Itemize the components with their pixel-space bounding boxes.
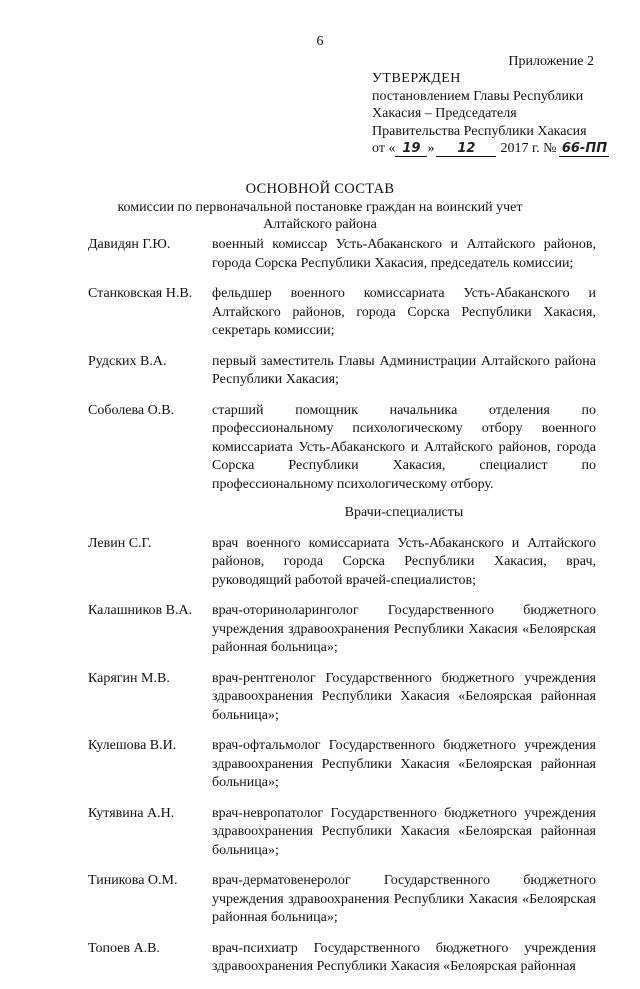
specialist-entry (88, 737, 596, 793)
specialist-entry (88, 535, 596, 591)
date-prefix: от « (372, 141, 396, 156)
document-title-block (0, 181, 640, 234)
specialist-role: врач военного комиссариата Усть-Абаканского и Алтайского районов, города Сорска Республики Хакасия, врач, руководящий работой врачей-специалистов; (212, 535, 596, 588)
specialist-entry (88, 872, 596, 928)
appendix-label: Приложение 2 (508, 54, 594, 69)
specialist-entry (88, 940, 596, 977)
document-title: ОСНОВНОЙ СОСТАВ (245, 181, 395, 197)
member-role: первый заместитель Главы Администрации Алтайского района Республики Хакасия; (212, 353, 596, 387)
member-role: старший помощник начальника отделения по профессиональному психологическому отбору военного комиссариата Усть-Абаканского и Алтайского районов, города Сорска Республики Хакасия, специалист по профессиональному психологическому отбору. (212, 402, 596, 492)
specialist-name: Кулешова В.И. (88, 738, 177, 753)
commission-roster (88, 236, 596, 989)
specialist-role: врач-дерматовенеролог Государственного бюджетного учреждения здравоохранения Республики Хакасия «Белоярская районная больница»; (212, 873, 596, 925)
specialist-role: врач-офтальмолог Государственного бюджетного учреждения здравоохранения Республики Хакасия «Белоярская районная больница»; (212, 738, 596, 790)
member-entry (88, 236, 596, 273)
document-subtitle: Алтайского района (263, 217, 377, 232)
date-close-quote: » (427, 141, 435, 156)
specialist-name: Топоев А.В. (88, 940, 160, 956)
page-number: 6 (316, 34, 324, 49)
member-entry (88, 285, 596, 341)
member-name: Соболева О.В. (88, 402, 175, 418)
specialist-name: Тиникова О.М. (88, 873, 178, 888)
handwritten-month: 12 (436, 142, 496, 157)
specialist-name: Кутявина А.Н. (88, 805, 175, 821)
specialist-entry (88, 602, 596, 658)
specialist-role: врач-психиатр Государственного бюджетного учреждения здравоохранения Республики Хакасия «Белоярская районная (212, 940, 596, 974)
member-role: военный комиссар Усть-Абаканского и Алтайского районов, города Сорска Республики Хакасия, председатель комиссии; (212, 237, 596, 271)
approval-line: постановлением Главы Республики (372, 88, 584, 104)
specialist-role: врач-рентгенолог Государственного бюджетного учреждения здравоохранения Республики Хакасия «Белоярская районная больница»; (212, 670, 596, 723)
approval-date-line (372, 140, 622, 158)
specialist-name: Калашников В.А. (88, 603, 193, 618)
handwritten-number: 66-ПП (559, 142, 609, 157)
document-subtitle: комиссии по первоначальной постановке граждан на воинский учет (117, 199, 523, 215)
specialist-role: врач-оториноларинголог Государственного бюджетного учреждения здравоохранения Республики Хакасия «Белоярская районная больница»; (212, 603, 596, 655)
specialist-entry (88, 805, 596, 861)
specialist-role: врач-невропатолог Государственного бюджетного учреждения здравоохранения Республики Хакасия «Белоярская районная больница»; (212, 805, 596, 858)
approval-block (372, 70, 622, 158)
specialist-entry (88, 670, 596, 726)
member-name: Давидян Г.Ю. (88, 237, 171, 252)
year-text: 2017 г. № (500, 141, 557, 156)
approval-line: Хакасия – Председателя (372, 106, 517, 121)
handwritten-day: 19 (395, 142, 427, 157)
approval-line: Правительства Республики Хакасия (372, 123, 587, 139)
specialists-heading: Врачи-специалисты (344, 505, 464, 520)
member-name: Станковская Н.В. (88, 286, 193, 301)
member-role: фельдшер военного комиссариата Усть-Абаканского и Алтайского районов, города Сорска Республики Хакасия, секретарь комиссии; (212, 286, 596, 338)
specialist-name: Карягин М.В. (88, 670, 170, 686)
approval-heading: УТВЕРЖДЕН (372, 71, 461, 86)
specialist-name: Левин С.Г. (88, 535, 152, 551)
member-name: Рудских В.А. (88, 353, 167, 369)
member-entry (88, 402, 596, 495)
member-entry (88, 353, 596, 390)
